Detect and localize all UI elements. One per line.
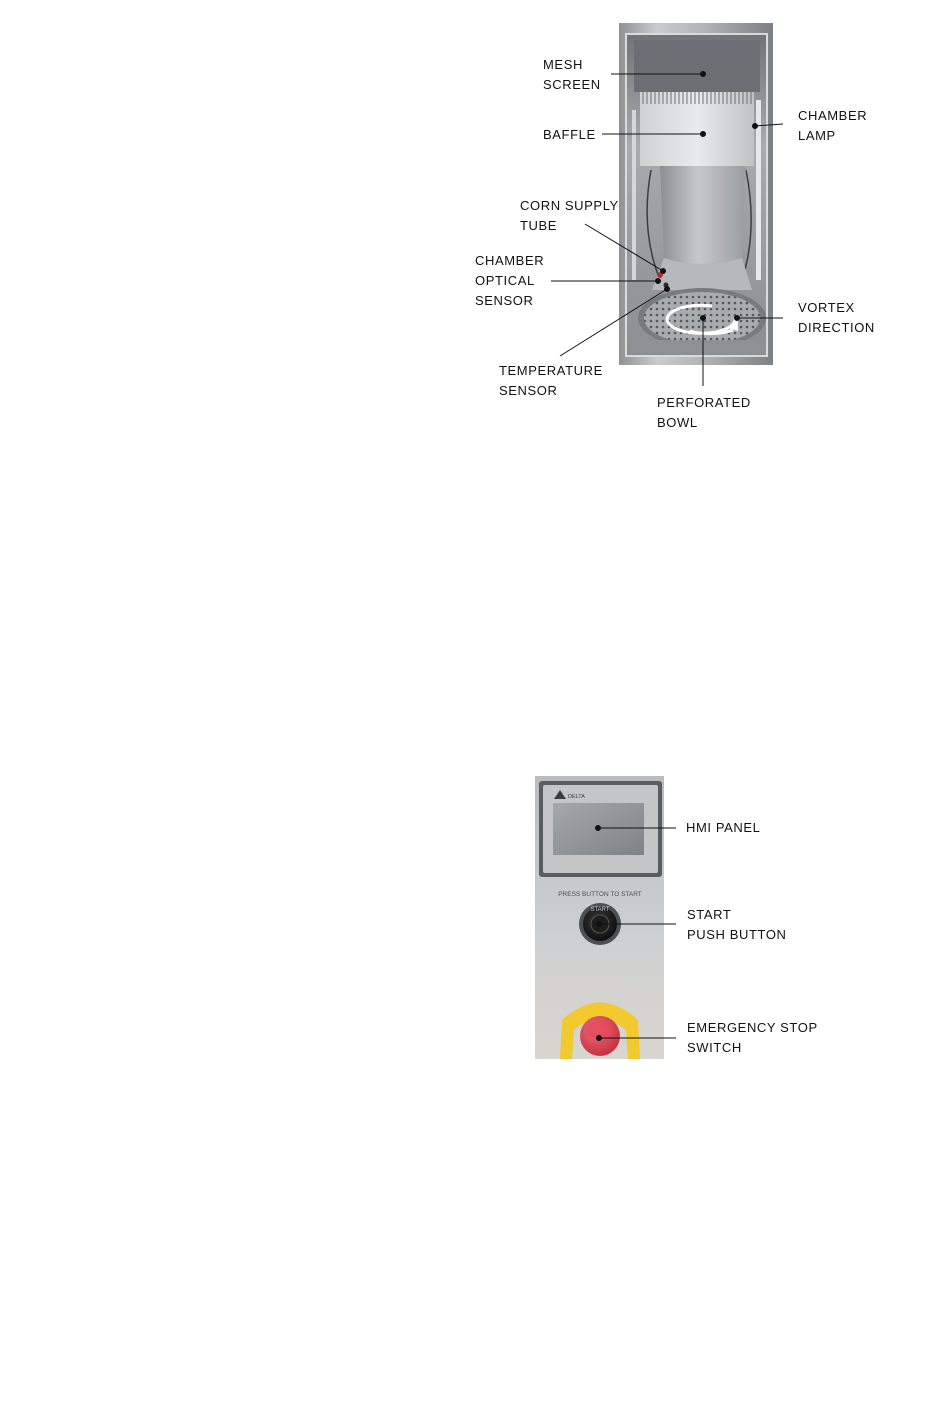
- mesh-screen: [634, 40, 760, 92]
- corn-supply-tube: [660, 166, 746, 264]
- label-chamber-optical-sensor: CHAMBER OPTICAL SENSOR: [475, 253, 545, 308]
- start-button-text: START: [590, 907, 610, 913]
- label-start-push-button: START PUSH BUTTON: [687, 907, 787, 942]
- control-panel-photo: [535, 776, 664, 1059]
- panel-caption: PRESS BUTTON TO START: [558, 891, 642, 898]
- label-perforated-bowl: PERFORATED BOWL: [657, 395, 751, 430]
- label-corn-supply-tube: CORN SUPPLY TUBE: [520, 198, 619, 233]
- label-hmi-panel: HMI PANEL: [686, 820, 761, 835]
- brand-text: DELTA: [568, 794, 585, 800]
- label-baffle: BAFFLE: [543, 127, 596, 142]
- label-temperature-sensor: TEMPERATURE SENSOR: [499, 363, 603, 398]
- label-vortex-direction: VORTEX DIRECTION: [798, 300, 875, 335]
- label-mesh-screen: MESH SCREEN: [543, 57, 601, 92]
- label-chamber-lamp: CHAMBER LAMP: [798, 108, 868, 143]
- baffle: [640, 92, 754, 166]
- label-emergency-stop-switch: EMERGENCY STOP SWITCH: [687, 1020, 818, 1055]
